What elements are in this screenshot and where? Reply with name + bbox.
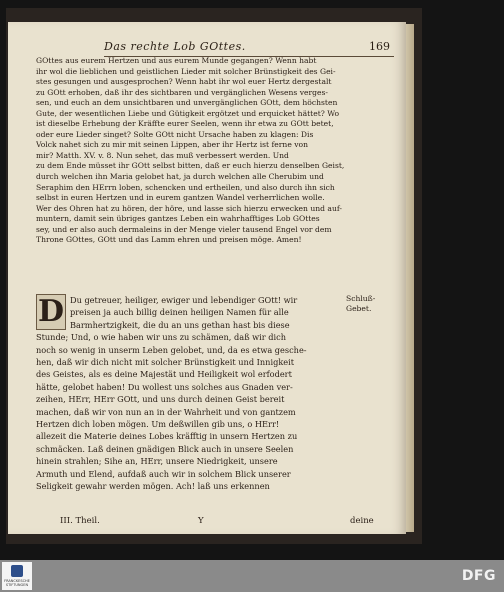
text-line: mir? Matth. XV. v. 8. Nun sehet, das muß verbessert werden. Und xyxy=(36,150,289,160)
signature-mark: III. Theil. xyxy=(60,516,100,526)
text-line: noch so wenig in unserm Leben gelobet, und, da es etwa gesche- xyxy=(36,344,307,355)
text-line: Volck nahet sich zu mir mit seinen Lippen, aber ihr Hertz ist ferne von xyxy=(36,140,308,150)
dfg-logo[interactable]: DFG xyxy=(461,568,496,584)
text-line: hätte, gelobet haben! Du wollest uns solches aus Gnaden ver- xyxy=(36,381,293,392)
text-line: Hertzen dich loben mögen. Um deßwillen gib uns, o HErr! xyxy=(36,419,280,430)
page-edge xyxy=(406,24,414,532)
text-line: Armuth und Elend, aufdaß auch wir in solchem Blick unserer xyxy=(36,468,291,479)
running-head: Das rechte Lob GOttes. xyxy=(104,40,246,53)
paragraph-2-prayer xyxy=(36,294,340,493)
page-header xyxy=(104,40,394,57)
text-line: zu dem Ende müsset ihr GOtt selbst bitten, daß er euch hierzu denselben Geist, xyxy=(36,161,345,171)
text-line: preisen ja auch billig deinen heiligen Namen für alle xyxy=(70,307,289,318)
text-line: GOttes aus eurem Hertzen und aus eurem Munde gegangen? Wenn habt xyxy=(36,56,317,65)
text-line: stes gesungen und ausgesprochen? Wenn habt ihr wol euer Hertz dergestalt xyxy=(36,77,332,87)
drop-initial: D xyxy=(37,294,64,329)
text-line: muntern, damit sein übriges gantzes Leben ein wahrhafftiges Lob GOttes xyxy=(36,214,320,224)
text-line: Stunde; Und, o wie haben wir uns zu schämen, daß wir dich xyxy=(36,332,287,343)
institution-logo[interactable] xyxy=(2,562,32,590)
text-line: machen, daß wir von nun an in der Wahrheit und von gantzem xyxy=(36,406,296,417)
paragraph-1 xyxy=(36,56,382,246)
catchword: deine xyxy=(350,516,374,526)
text-line: hinein strahlen; Sihe an, HErr, unsere Niedrigkeit, unsere xyxy=(36,456,278,467)
page-number: 169 xyxy=(369,40,390,53)
text-line: allezeit die Materie deines Lobes kräfftig in unsern Hertzen zu xyxy=(36,431,298,442)
footer-bar xyxy=(0,560,504,592)
text-line: Du getreuer, heiliger, ewiger und lebendiger GOtt! wir xyxy=(70,295,298,305)
logo-icon xyxy=(11,565,23,577)
text-line: zu GOtt erhoben, daß ihr des sichtbaren und vergänglichen Wesens verges- xyxy=(36,87,328,97)
text-line: ihr wol die lieblichen und geistlichen Lieder mit solcher Brünstigkeit des Gei- xyxy=(36,66,336,76)
text-line: sey, und er also auch dermaleins in der Menge vieler tausend Engel vor dem xyxy=(36,224,332,234)
logo-text: FRANCKESCHE STIFTUNGEN xyxy=(4,579,30,587)
text-line: durch welchen ihn Maria gelobet hat, ja durch welchen alle Cherubim und xyxy=(36,172,324,182)
text-line: des Geistes, als es deine Majestät und Heiligkeit wol erfodert xyxy=(36,369,292,380)
scanned-page xyxy=(8,22,406,534)
margin-note: Schluß-Gebet. xyxy=(346,294,376,313)
text-line: oder eure Lieder singet? Solte GOtt nicht Ursache haben zu klagen: Dis xyxy=(36,129,314,139)
text-line: Wer des Ohren hat zu hören, der höre, und lasse sich hierzu erwecken und auf- xyxy=(36,203,342,213)
text-line: ist dieselbe Erhebung der Kräffte eurer Seelen, wenn ihr etwa zu GOtt betet, xyxy=(36,119,334,129)
text-line: Throne GOttes, GOtt und das Lamm ehren und preisen möge. Amen! xyxy=(36,235,302,245)
text-line: zeihen, HErr, HErr GOtt, und uns durch deinen Geist bereit xyxy=(36,394,285,405)
text-line: Gute, der wesentlichen Liebe und Gütigkeit ergötzet und erquicket hättet? Wo xyxy=(36,108,340,118)
text-line: selbst in euren Hertzen und in eurem gantzen Wandel verherrlichen wolle. xyxy=(36,193,325,203)
text-line: schmäcken. Laß deinen gnädigen Blick auch in unsere Seelen xyxy=(36,443,294,454)
text-line: sen, und euch an dem unsichtbaren und unvergänglichen GOtt, dem höchsten xyxy=(36,98,338,108)
text-line: Seligkeit gewahr werden mögen. Ach! laß uns erkennen xyxy=(36,481,270,492)
text-line: hen, daß wir dich nicht mit solcher Brünstigkeit und Innigkeit xyxy=(36,357,295,368)
text-line: Seraphim den HErrn loben, schencken und ertheilen, und also durch ihn sich xyxy=(36,182,335,192)
signature-letter: Y xyxy=(198,516,204,526)
text-line: Barmhertzigkeit, die du an uns gethan hast bis diese xyxy=(70,319,290,330)
